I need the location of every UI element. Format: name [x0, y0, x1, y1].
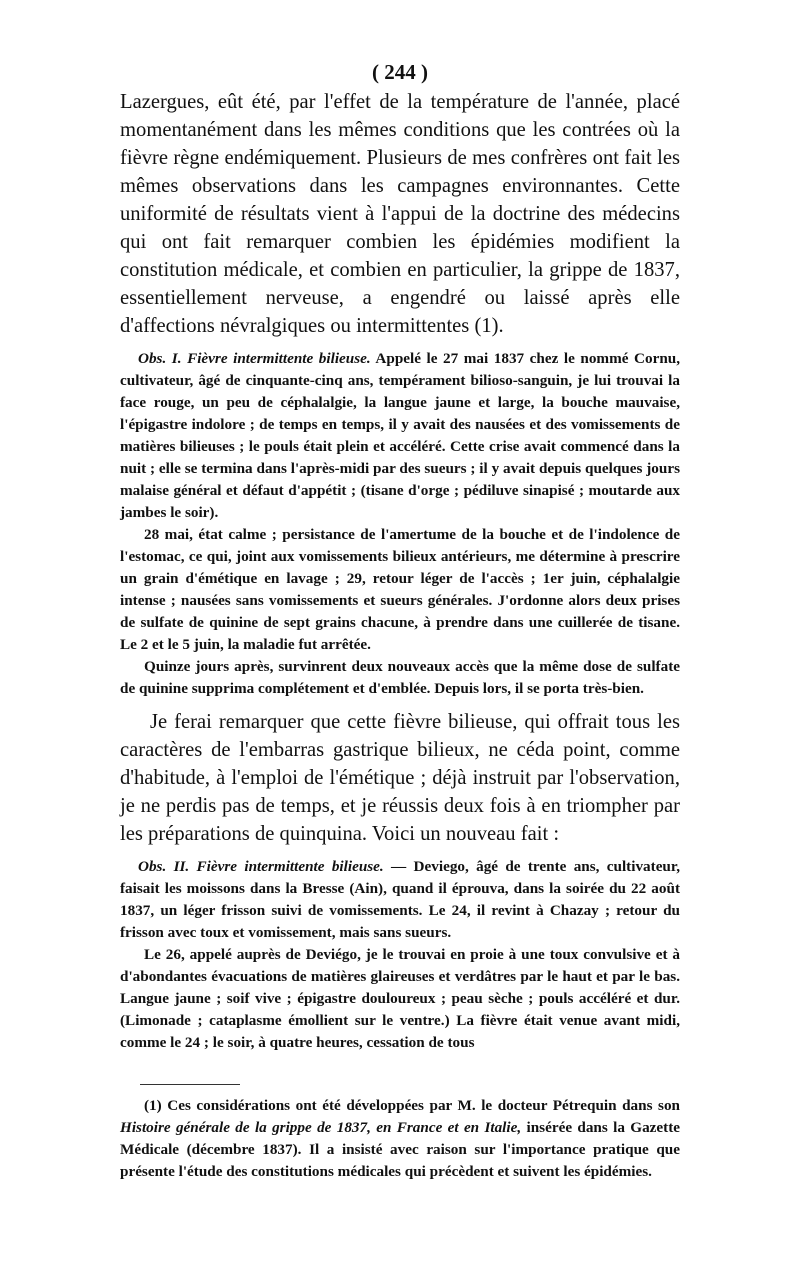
footnote-mark: (1) — [144, 1097, 162, 1114]
observation-2-paragraph-2: Le 26, appelé auprès de Deviégo, je le trouvai en proie à une toux convulsive et à d'abondantes évacuations de matières glaireuses et verdâtres par le haut et par le bas. Langue jaune ; soif vive ; épigastre douloureux ; peau sèche ; pouls accéléré et dur. (Limonade ; cataplasme émollient sur le ventre.) La fièvre était venue avant midi, comme le 24 ; le soir, à quatre heures, cessation de tous — [120, 946, 680, 1051]
footnote-title: Histoire générale de la grippe de 1837, en France et en Italie, — [120, 1119, 522, 1136]
observation-2 — [120, 856, 680, 1054]
main-paragraph-1: Lazergues, eût été, par l'effet de la température de l'année, placé momentanément dans les mêmes conditions que les contrées où la fièvre règne endémiquement. Plusieurs de mes confrères ont fait les mêmes observations dans les campagnes environnantes. Cette uniformité de résultats vient à l'appui de la doctrine des médecins qui ont fait remarquer combien les épidémies modifient la constitution médicale, et combien en particulier, la grippe de 1837, essentiellement nerveuse, a engendré ou laissé après elle d'affections névralgiques ou intermittentes (1). — [120, 91, 680, 337]
observation-2-paragraph-1 — [120, 856, 680, 944]
footnote-divider — [140, 1084, 240, 1085]
observation-2-label: Obs. II. — [138, 858, 190, 875]
observation-1-title: Fièvre intermittente bilieuse. — [187, 350, 371, 367]
footnote-text-b: insérée dans la Gazette Médicale (décembre 1837). Il a insisté avec raison sur l'importance pratique que présente l'étude des constitutions médicales qui précèdent et suivent les épidémies. — [120, 1119, 681, 1180]
observation-1-paragraph-1 — [120, 348, 680, 524]
observation-2-title: Fièvre intermittente bilieuse. — [196, 858, 384, 875]
page-number: ( 244 ) — [372, 60, 428, 84]
observation-1-label: Obs. I. — [138, 350, 182, 367]
footnote — [120, 1095, 680, 1183]
observation-1-paragraph-3: Quinze jours après, survinrent deux nouveaux accès que la même dose de sulfate de quinine supprima complétement et d'emblée. Depuis lors, il se porta très-bien. — [120, 658, 680, 697]
observation-1-paragraph-2: 28 mai, état calme ; persistance de l'amertume de la bouche et de l'indolence de l'estomac, ce qui, joint aux vomissements bilieux antérieurs, me détermine à prescrire un grain d'émétique en lavage ; 29, retour léger de l'accès ; 1er juin, céphalalgie intense ; nausées sans vomissements et sueurs générales. J'ordonne alors deux prises de sulfate de quinine de sept grains chacune, à prendre dans une cuillerée de tisane. Le 2 et le 5 juin, la maladie fut arrêtée. — [120, 526, 680, 653]
main-paragraph-2: Je ferai remarquer que cette fièvre bilieuse, qui offrait tous les caractères de l'embarras gastrique bilieux, ne céda point, comme d'habitude, à l'emploi de l'émétique ; déjà instruit par l'observation, je ne perdis pas de temps, et je réussis deux fois à en triompher par les préparations de quinquina. Voici un nouveau fait : — [120, 711, 680, 845]
footnote-text-a: Ces considérations ont été développées par M. le docteur Pétrequin dans son — [167, 1097, 681, 1114]
book-page — [120, 58, 680, 1183]
observation-1-text: Appelé le 27 mai 1837 chez le nommé Cornu, cultivateur, âgé de cinquante-cinq ans, tempérament bilioso-sanguin, je lui trouvai la face rouge, un peu de céphalalgie, la langue jaune et large, la bouche mauvaise, l'épigastre indolore ; de temps en temps, il y avait des nausées et des vomissements de matières bilieuses ; le pouls était plein et accéléré. Cette crise avait commencé dans la nuit ; elle se termina dans l'après-midi par des sueurs ; il y avait depuis quelques jours malaise général et défaut d'appétit ; (tisane d'orge ; pédiluve sinapisé ; moutarde aux jambes le soir). — [120, 350, 681, 521]
observation-2-text: — Deviego, âgé de trente ans, cultivateur, faisait les moissons dans la Bresse (Ain), quand il éprouva, dans la soirée du 22 août 1837, un léger frisson suivi de vomissements. Le 24, il revint à Chazay ; retour du frisson avec toux et vomissement, mais sans sueurs. — [120, 858, 681, 941]
observation-1 — [120, 348, 680, 700]
